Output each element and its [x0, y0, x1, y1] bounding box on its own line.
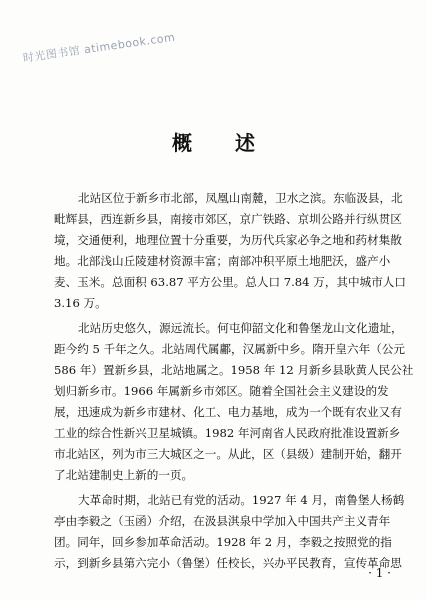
text-line: 团。同年，回乡参加革命活动。1928 年 2 月，李毅之按照党的指 — [54, 535, 392, 549]
body-text — [54, 188, 414, 578]
text-line: 大革命时期，北站已有党的活动。1927 年 4 月，南鲁堡人杨鹤 — [78, 493, 405, 507]
text-line: 了北站建制史上新的一页。 — [54, 468, 194, 482]
text-line: 北站历史悠久，源远流长。何屯仰韶文化和鲁堡龙山文化遗址， — [78, 321, 403, 335]
text-line: 展，迅速成为新乡市建材、化工、电力基地，成为一个既有农业又有 — [54, 405, 402, 419]
text-line: 工业的综合性新兴卫星城镇。1982 年河南省人民政府批准设置新乡 — [54, 426, 401, 440]
paragraph-3 — [54, 490, 414, 574]
text-line: 亭由李毅之（玉函）介绍，在汲县淇泉中学加入中国共产主义青年 — [54, 514, 391, 528]
page-title: 概 述 — [172, 131, 273, 155]
paragraph-1 — [54, 188, 414, 314]
text-line: 境，交通便利，地理位置十分重要，为历代兵家必争之地和药材集散 — [54, 233, 402, 247]
text-line: 北站区位于新乡市北部，凤凰山南麓，卫水之滨。东临汲县，北 — [78, 191, 403, 205]
text-line: 毗辉县，西连新乡县，南接市郊区，京广铁路、京圳公路并行纵贯区 — [54, 212, 402, 226]
page-number: · 1 · — [368, 566, 391, 580]
text-line: 586 年）置新乡县，北站地属之。1958 年 12 月新乡县耿黄人民公社 — [54, 363, 414, 377]
paragraph-2 — [54, 318, 414, 486]
text-line: 3.16 万。 — [54, 296, 107, 310]
text-line: 地。北部浅山丘陵建材资源丰富；南部冲积平原土地肥沃，盛产小 — [54, 254, 391, 268]
text-line: 示，到新乡县第六完小（鲁堡）任校长，兴办平民教育，宣传革命思 — [54, 556, 402, 570]
text-line: 市北站区，列为市三大城区之一。从此，区（县级）建制开始，翻开 — [54, 447, 402, 461]
watermark: 时光图书馆 atimebook.com — [22, 30, 177, 65]
text-line: 划归新乡市。1966 年属新乡市郊区。随着全国社会主义建设的发 — [54, 384, 389, 398]
text-line: 麦、玉米。总面积 63.87 平方公里。总人口 7.84 万，其中城市人口 — [54, 275, 406, 289]
text-line: 距今约 5 千年之久。北站周代属鄘，汉属新中乡。隋开皇六年（公元 — [54, 342, 405, 356]
